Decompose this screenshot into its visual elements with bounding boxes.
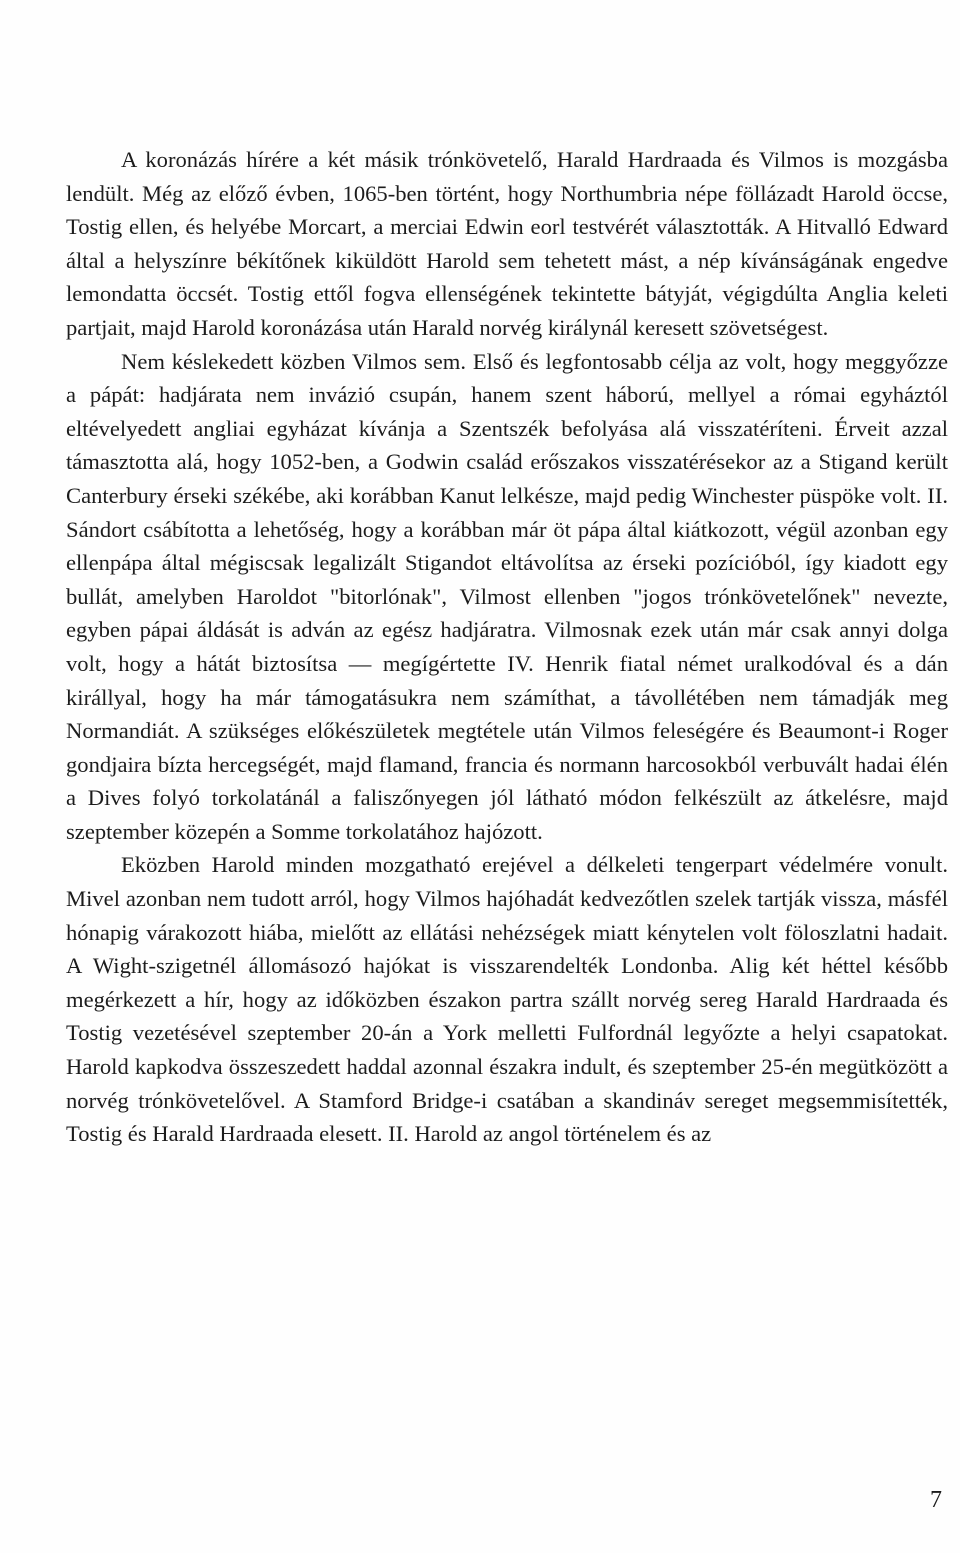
body-text: [66, 143, 948, 1151]
paragraph-coronation-news: A koronázás hírére a két másik trónkövetelő, Harald Hardraada és Vilmos is mozgásba lendült. Még az előző évben, 1065-ben történt, hogy Northumbria népe föllázadt Harold öccse, Tostig ellen, és helyébe Morcart, a merciai Edwin eorl testvérét választották. A Hitvalló Edward által a helyszínre békítőnek kiküldött Harold sem tehetett mást, a nép kívánságának engedve lemondatta öccsét. Tostig ettől fogva ellenségének tekintette bátyját, végigdúlta Anglia keleti partjait, majd Harold koronázása után Harald norvég királynál keresett szövetségest.: [66, 147, 948, 340]
page-number: 7: [930, 1487, 942, 1513]
paragraph-harold-campaign: Eközben Harold minden mozgatható erejével a délkeleti tengerpart védelmére vonult. Mivel azonban nem tudott arról, hogy Vilmos hajóhadát kedvezőtlen szelek tartják vissza, másfél hónapig várakozott hiába, mielőtt az ellátási nehézségek miatt kénytelen volt föloszlatni hadait. A Wight-szigetnél állomásozó hajókat is visszarendelték Londonba. Alig két héttel később megérkezett a hír, hogy az időközben északon partra szállt norvég sereg Harald Hardraada és Tostig vezetésével szeptember 20-án a York melletti Fulfordnál legyőzte a helyi csapatokat. Harold kapkodva összeszedett haddal azonnal északra indult, és szeptember 25-én megütközött a norvég trónkövetelővel. A Stamford Bridge-i csatában a skandináv sereget megsemmisítették, Tostig és Harald Hardraada elesett. II. Harold az angol történelem és az: [66, 852, 948, 1147]
paragraph-william-preparations: Nem késlekedett közben Vilmos sem. Első és legfontosabb célja az volt, hogy meggyőzze a pápát: hadjárata nem invázió csupán, hanem szent háború, mellyel a római egyháztól eltévelyedett angliai egyházat kívánja a Szentszék befolyása alá visszatéríteni. Érveit azzal támasztotta alá, hogy 1052-ben, a Godwin család erőszakos visszatérésekor az a Stigand került Canterbury érseki székébe, aki korábban Kanut lelkésze, majd pedig Winchester püspöke volt. II. Sándort csábította a lehetőség, hogy a korábban már öt pápa által kiátkozott, végül azonban egy ellenpápa által mégiscsak legalizált Stigandot eltávolítsa az érseki pozícióból, így kiadott egy bullát, amelyben Haroldot "bitorlónak", Vilmost ellenben "jogos trónkövetelőnek" nevezte, egyben pápai áldását is adván az egész hadjáratra. Vilmosnak ezek után már csak annyi dolga volt, hogy a hátát biztosítsa — megígértette IV. Henrik fiatal német uralkodóval és a dán királlyal, hogy ha már támogatásukra nem számíthat, a távollétében nem támadják meg Normandiát. A szükséges előkészületek megtétele után Vilmos feleségére és Beaumont-i Roger gondjaira bízta hercegségét, majd flamand, francia és normann harcosokból verbuvált hadai élén a Dives folyó torkolatánál a faliszőnyegen jól látható módon felkészült az átkelésre, majd szeptember közepén a Somme torkolatához hajózott.: [66, 348, 948, 844]
